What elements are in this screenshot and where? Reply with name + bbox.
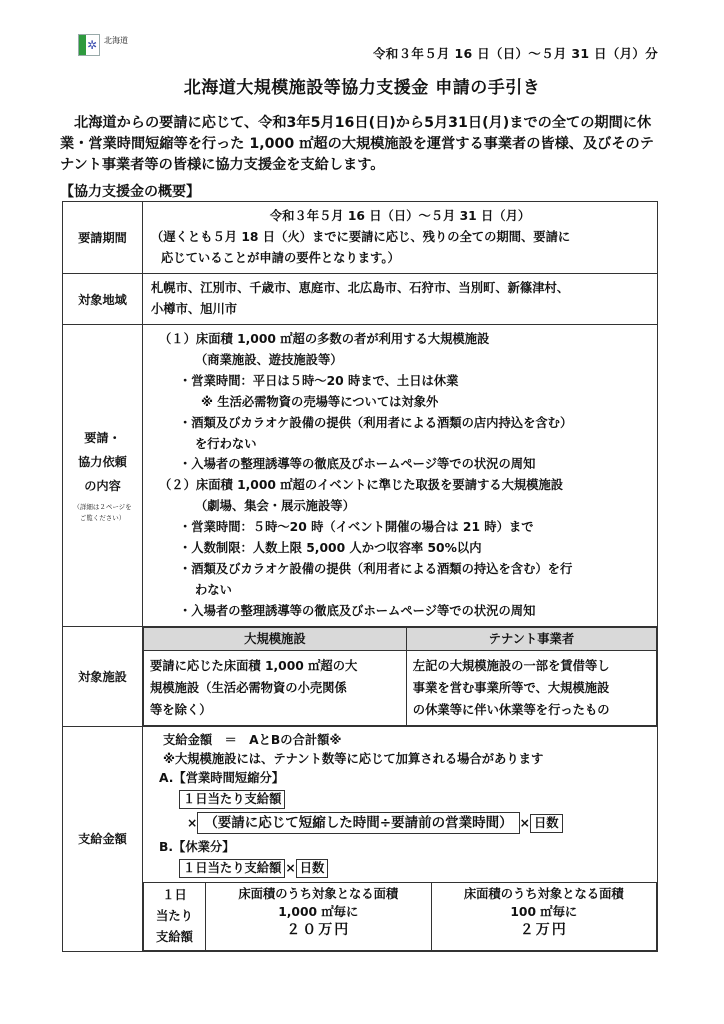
amount-small-value: ２万円 [519, 921, 568, 938]
area-label: 対象地域 [63, 274, 143, 325]
s2-bullet-3: ・酒類及びカラオケ設備の提供（利用者による酒類の持込を含む）を行 [179, 561, 573, 576]
amount-large-line-2: 1,000 ㎡毎に [278, 904, 359, 919]
s1-bullet-1-note: ※ 生活必需物資の売場等については対象外 [201, 394, 439, 409]
amount-label-3: 支給額 [156, 929, 193, 944]
period-line-3: 応じていることが申請の要件となります。） [161, 251, 400, 265]
logo-text: 北海道 [104, 35, 128, 45]
request-row [63, 325, 658, 627]
s1-bullet-2-cont: を行わない [195, 436, 257, 451]
s2-bullet-1: ・営業時間：５時～20 時（イベント開催の場合は 21 時）まで [179, 520, 534, 535]
facilities-col1-line-2: 規模施設（生活必需物資の小売関係 [150, 680, 347, 695]
request-note-1: （詳細は２ページを [73, 503, 132, 512]
facilities-row [63, 626, 658, 726]
amount-cell-small [431, 882, 657, 950]
facilities-col2-line-2: 事業を営む事業所等で、大規模施設 [412, 680, 610, 695]
facilities-col1-line-1: 要請に応じた床面積 1,000 ㎡超の大 [150, 658, 358, 673]
hokkaido-logo [78, 34, 128, 56]
amount-cell-large [206, 882, 432, 950]
daily-rate-box: １日当たり支給額 [179, 790, 285, 809]
amount-grid [143, 882, 657, 951]
amount-small-line-2: 100 ㎡毎に [510, 904, 578, 919]
s1-sub: （商業施設、遊技施設等） [195, 352, 343, 367]
facilities-col1-body [144, 650, 407, 725]
area-row [63, 274, 658, 325]
date-range: 令和３年５月 16 日（日）～５月 31 日（月）分 [373, 46, 658, 61]
s2-sub: （劇場、集会・展示施設等） [195, 499, 355, 514]
period-row [63, 202, 658, 274]
area-content [143, 274, 658, 325]
area-line-2: 小樽市、旭川市 [151, 302, 238, 316]
request-note-2: ご覧ください） [79, 514, 126, 523]
daily-rate-box-b: １日当たり支給額 [179, 859, 285, 878]
amount-large-line-1: 床面積のうち対象となる面積 [238, 886, 399, 901]
facilities-col2-line-1: 左記の大規模施設の一部を賃借等し [412, 658, 610, 673]
amount-label-2: 当たり [156, 908, 193, 923]
request-label-2: 協力依頼 [78, 455, 127, 470]
multiply-sign: × [187, 815, 198, 830]
amount-label-1: １日 [162, 887, 187, 902]
period-line-1: 令和３年５月 16 日（日）～５月 31 日（月） [269, 209, 531, 223]
facilities-col2-body [406, 650, 656, 725]
request-label-1: 要請・ [84, 431, 121, 446]
s2-bullet-3-cont: わない [195, 582, 232, 597]
payment-a-formula-row [151, 812, 649, 834]
payment-b-row [151, 859, 649, 878]
payment-a-rate-row [151, 790, 649, 809]
payment-label: 支給金額 [63, 726, 143, 951]
request-label-3: の内容 [84, 479, 121, 494]
payment-row [63, 726, 658, 951]
payment-b-head: B.【休業分】 [159, 839, 235, 854]
facilities-col2-line-3: の休業等に伴い休業等を行ったもの [412, 702, 610, 717]
amount-large-value: ２０万円 [286, 921, 351, 938]
s1-title: （１）床面積 1,000 ㎡超の多数の者が利用する大規模施設 [159, 332, 490, 346]
multiply-sign-3: × [285, 860, 296, 875]
area-line-1: 札幌市、江別市、千歳市、恵庭市、北広島市、石狩市、当別町、新篠津村、 [151, 281, 570, 295]
multiply-sign-2: × [519, 815, 530, 830]
payment-content [143, 726, 658, 951]
days-box: 日数 [530, 814, 563, 833]
section-heading: 【協力支援金の概要】 [60, 184, 200, 200]
s1-bullet-2: ・酒類及びカラオケ設備の提供（利用者による酒類の店内持込を含む） [179, 415, 573, 430]
days-box-b: 日数 [296, 859, 329, 878]
payment-a-head: A.【営業時間短縮分】 [159, 770, 285, 785]
facilities-label: 対象施設 [63, 626, 143, 726]
payment-formula: 支給金額 ＝ AとBの合計額※ [163, 732, 342, 747]
s1-bullet-3: ・入場者の整理誘導等の徹底及びホームページ等での状況の周知 [179, 457, 536, 472]
ratio-box: （要請に応じて短縮した時間÷要請前の営業時間） [197, 812, 519, 834]
facilities-content [143, 626, 658, 726]
payment-note: ※大規模施設には、テナント数等に応じて加算される場合があります [163, 751, 544, 766]
intro-text: 北海道からの要請に応じて、令和3年5月16日(日)から5月31日(月)までの全ての期間に休業・営業時間短縮等を行った 1,000 ㎡超の大規模施設を運営する事業者の皆様、及びそのテナント事業者等の皆様に協力支援金を支給します。 [60, 115, 654, 173]
s1-bullet-1: ・営業時間：平日は５時～20 時まで、土日は休業 [179, 373, 459, 388]
facilities-col1-head: 大規模施設 [144, 627, 407, 650]
s2-title: （２）床面積 1,000 ㎡超のイベントに準じた取扱を要請する大規模施設 [159, 478, 564, 493]
period-content [143, 202, 658, 274]
request-label [63, 325, 143, 627]
overview-table [62, 201, 658, 952]
page-title: 北海道大規模施設等協力支援金 申請の手引き [183, 78, 541, 98]
facilities-col2-head: テナント事業者 [406, 627, 656, 650]
amount-small-line-1: 床面積のうち対象となる面積 [463, 886, 624, 901]
amount-grid-label [144, 882, 206, 950]
period-line-2: （遅くとも５月 18 日（火）までに要請に応じ、残りの全ての期間、要請に [151, 230, 571, 244]
s2-bullet-2: ・人数制限：人数上限 5,000 人かつ収容率 50%以内 [179, 541, 482, 556]
facilities-col1-line-3: 等を除く） [150, 702, 212, 717]
request-content [143, 325, 658, 627]
period-label: 要請期間 [63, 202, 143, 274]
s2-bullet-4: ・入場者の整理誘導等の徹底及びホームページ等での状況の周知 [179, 603, 536, 618]
intro-paragraph [60, 113, 664, 176]
hokkaido-emblem-icon: ✲ [78, 34, 100, 56]
